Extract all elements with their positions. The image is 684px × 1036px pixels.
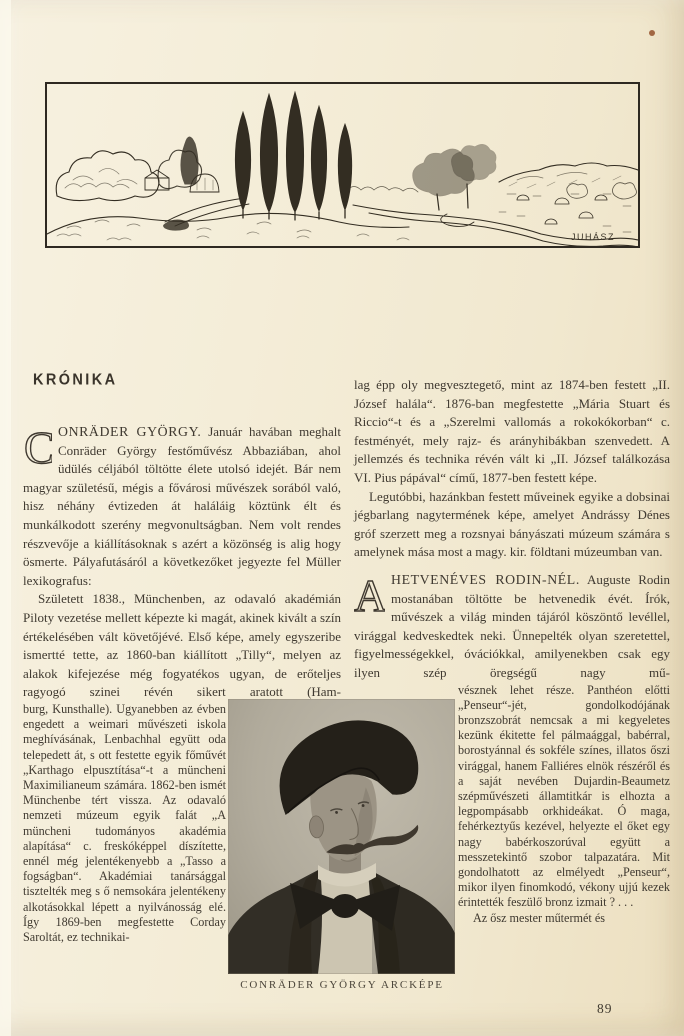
dropcap-letter: C bbox=[24, 426, 52, 467]
portrait-photo bbox=[228, 699, 455, 974]
paragraph-conrader-4: Legutóbbi, hazánkban festett műveinek egyike a dobsinai jégbarlang nagytermének képe, amelyet Andrássy Dénes gróf szerzett meg a rozsnyai bányászati múzeum számára s amelynek mása most a magy. kir. földtani múzeumban van. bbox=[354, 488, 670, 560]
paragraph-conrader-lead bbox=[23, 423, 341, 590]
paper-stain bbox=[649, 30, 655, 36]
dropcap-initial bbox=[354, 574, 385, 621]
illustration-signature: JUHÁSZ bbox=[571, 232, 616, 242]
portrait-caption: CONRÄDER GYÖRGY ARCKÉPE bbox=[240, 979, 444, 991]
section-title: KRÓNIKA bbox=[33, 372, 118, 389]
paragraph-conrader-3: lag épp oly megvesztegető, mint az 1874-ben festett „II. József halála“. 1876-ban megfestette „Mária Stuart és Riccio“-t és a „Szerelmi vallomás a rokokókorban“ c. festményét, mely rajz- és arányhibákban szenvedett. A jellemzés és technika révén vált ki „II. József találkozása VI. Pius pápával“ című, 1877-ben festett képe. bbox=[354, 377, 670, 485]
landscape-illustration bbox=[47, 84, 638, 246]
dropcap-initial bbox=[23, 426, 52, 473]
paragraph-conrader-2-wide: Született 1838., Münchenben, az odavaló akadémián Piloty vezetése mellett képezte ki magát, akinek kivált a szín értékelésében vált követőjévé. Első képe, amely egyszeribe ismertté tette, az 1860-ban kiállított „Tilly“, melyen az alakok kifejezése még fogyatékos ugyan, de erőteljes ragyogó szinei révén sikert aratott (Ham- bbox=[23, 591, 341, 700]
header-illustration bbox=[45, 82, 640, 248]
page-number: 89 bbox=[597, 1001, 613, 1016]
paragraph-rodin-2: Az ősz mester műtermét és bbox=[473, 910, 605, 925]
paragraph-rodin-lead bbox=[354, 571, 670, 683]
article-lead-in: HETVENÉVES RODIN-NÉL. bbox=[391, 571, 580, 587]
paper-edge bbox=[0, 0, 11, 1036]
portrait-image bbox=[228, 699, 455, 974]
paragraph-rodin-narrow: vésznek lehet része. Panthéon előtti „Penseur“-jét, gondolkodójának bronzszobrát nemcsak a mi kegyeletes kezünk ékitette fel pálmaággal, babérral, borostyánnal és sokféle színes, illatos őszi virággal, hanem Falliéres elnök részéről és a saját nevében Dujardin-Beaumetz szépművészeti államtitkár is elhozta a legpompásabb orkhideákat. Ó maga, fehérkeztyűs kezével, helyezte el őket egy nagy babérkoszorúval együtt a messzetekintő szobor talpazatára. Mit gondolhatott az elmélyedt „Penseur“, mikor ilyen finomkodó, vékony ujjú kezek érintették feszülő bronz izmait ? . . . bbox=[458, 682, 670, 910]
paragraph-text: Auguste Rodin mostanában töltötte be hetvenedik évét. Írók, művészek a világ minden tájáról köszöntő levéllel, virággal kedveskedtek neki. Ünnepelték olyan szeretettel, figyelmességekkel, óvációkkal, amilyenekben csak egy ilyen szép öregségű nagy mű- bbox=[354, 571, 670, 680]
paragraph-text: Január havában meghalt Conräder György festőművész Abbaziában, ahol üdülés céljából töltötte élete utolsó idejét. Bár nem magyar születésű, mégis a fővárosi művészek sorából való, hisz néhány évtizeden át haláláig köztünk élt és munkálkodott szerény megvonultságban. Nem volt rendes részvevője a kiállításoknak s azért a közönség is alig hogy ösmerte. Pályafutásáról a következőket jegyezte fel Müller lexikografus: bbox=[23, 424, 341, 588]
dropcap-letter: A bbox=[354, 573, 385, 615]
article-lead-in: ONRÄDER GYÖRGY. bbox=[58, 424, 202, 439]
paragraph-conrader-2-narrow: burg, Kunsthalle). Ugyanebben az évben engedett a weimari művészeti iskola meghívásának, Lenbachhal együtt oda telepedett át, s ott festette egyik főművét „Karthago elpusztítása“-t a müncheni Maximilianeum számára. 1862-ben ismét Münchenbe tért vissza. Az odavaló nemzeti múzeum egyik falát „A müncheni tudományos akadémia alapítása“ c. freskóképpel díszítette, ennél még jelentékenyebb a „Tasso a fogságban“. Akadémiai tanársággal tisztelték meg s ő nemsokára jelentékeny alkotásokkal lépett a nyilvánosság elé. Így 1869-ben megfestette Corday Saroltát, ez technikai- bbox=[23, 701, 226, 944]
